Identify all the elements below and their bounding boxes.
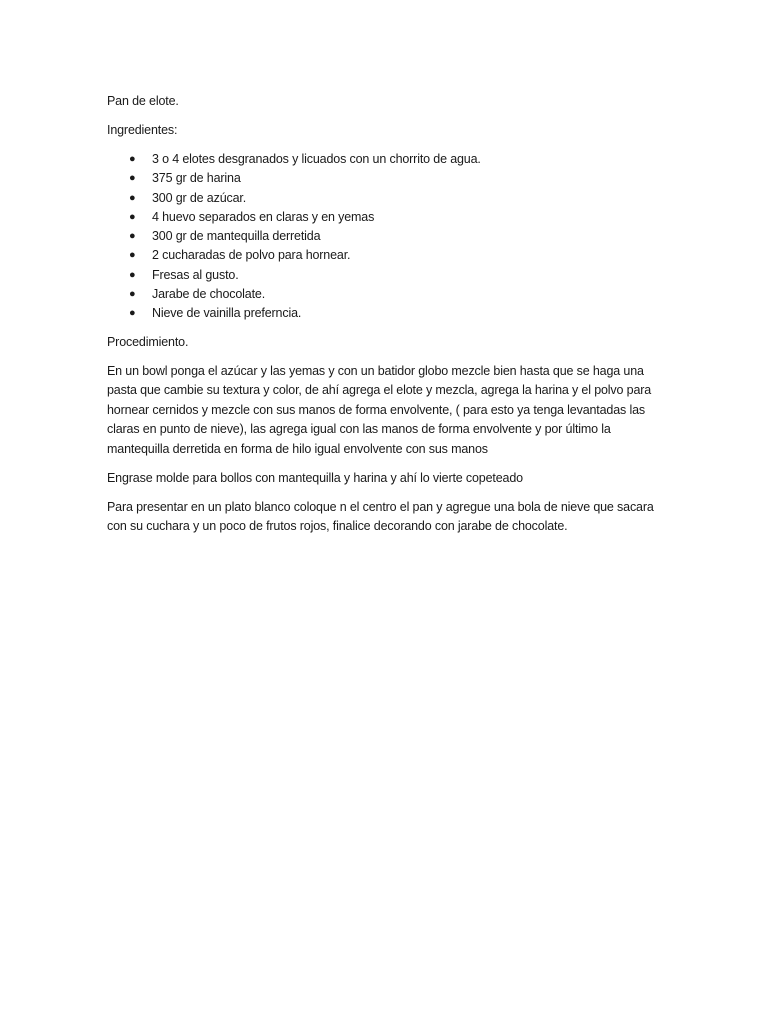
ingredient-text: 375 gr de harina	[152, 171, 241, 186]
procedure-paragraph: En un bowl ponga el azúcar y las yemas y con un batidor globo mezcle bien hasta que se haga una pasta que cambie su textura y color, de ahí agrega el elote y mezcla, agrega la harina y el polvo para hornear cernidos y mezcle con sus manos de forma envolvente, ( para esto ya tenga levantadas las claras en punto de nieve), las agrega igual con las manos de forma envolvente y por último la mantequilla derretida en forma de hilo igual envolvente con sus manos	[107, 363, 652, 456]
bullet-icon: ●	[129, 307, 136, 320]
bullet-icon: ●	[129, 210, 136, 223]
recipe-title: Pan de elote.	[107, 94, 179, 108]
bullet-icon: ●	[129, 153, 136, 165]
procedure-paragraph: Engrase molde para bollos con mantequilla y harina y ahí lo vierte copeteado	[107, 470, 523, 485]
bullet-icon: ●	[129, 172, 136, 185]
ingredient-item	[107, 150, 667, 169]
bullet-icon: ●	[129, 268, 136, 281]
bullet-icon: ●	[129, 191, 136, 204]
ingredient-item	[107, 189, 667, 208]
procedure-heading: Procedimiento.	[107, 334, 189, 349]
ingredient-item	[107, 227, 667, 246]
ingredient-text: Fresas al gusto.	[152, 267, 239, 282]
ingredient-item	[107, 208, 667, 227]
bullet-icon: ●	[129, 288, 136, 301]
ingredient-item	[107, 304, 667, 323]
ingredient-item	[107, 246, 667, 265]
procedure-paragraph: Para presentar en un plato blanco coloque n el centro el pan y agregue una bola de nieve que sacara con su cuchara y un poco de frutos rojos, finalice decorando con jarabe de chocolate.	[107, 499, 654, 534]
ingredient-text: 3 o 4 elotes desgranados y licuados con un chorrito de agua.	[152, 152, 481, 166]
ingredient-text: 300 gr de mantequilla derretida	[152, 229, 321, 244]
ingredients-heading: Ingredientes:	[107, 123, 178, 137]
ingredients-list	[107, 150, 667, 324]
ingredient-item	[107, 169, 667, 188]
ingredient-item	[107, 285, 667, 304]
ingredient-text: 300 gr de azúcar.	[152, 190, 247, 205]
ingredient-text: Nieve de vainilla preferncia.	[152, 306, 302, 321]
ingredient-text: 2 cucharadas de polvo para hornear.	[152, 248, 351, 263]
bullet-icon: ●	[129, 249, 136, 262]
document-body	[107, 92, 667, 546]
ingredient-text: Jarabe de chocolate.	[152, 287, 266, 302]
ingredient-text: 4 huevo separados en claras y en yemas	[152, 209, 375, 224]
ingredient-item	[107, 266, 667, 285]
bullet-icon: ●	[129, 230, 136, 243]
